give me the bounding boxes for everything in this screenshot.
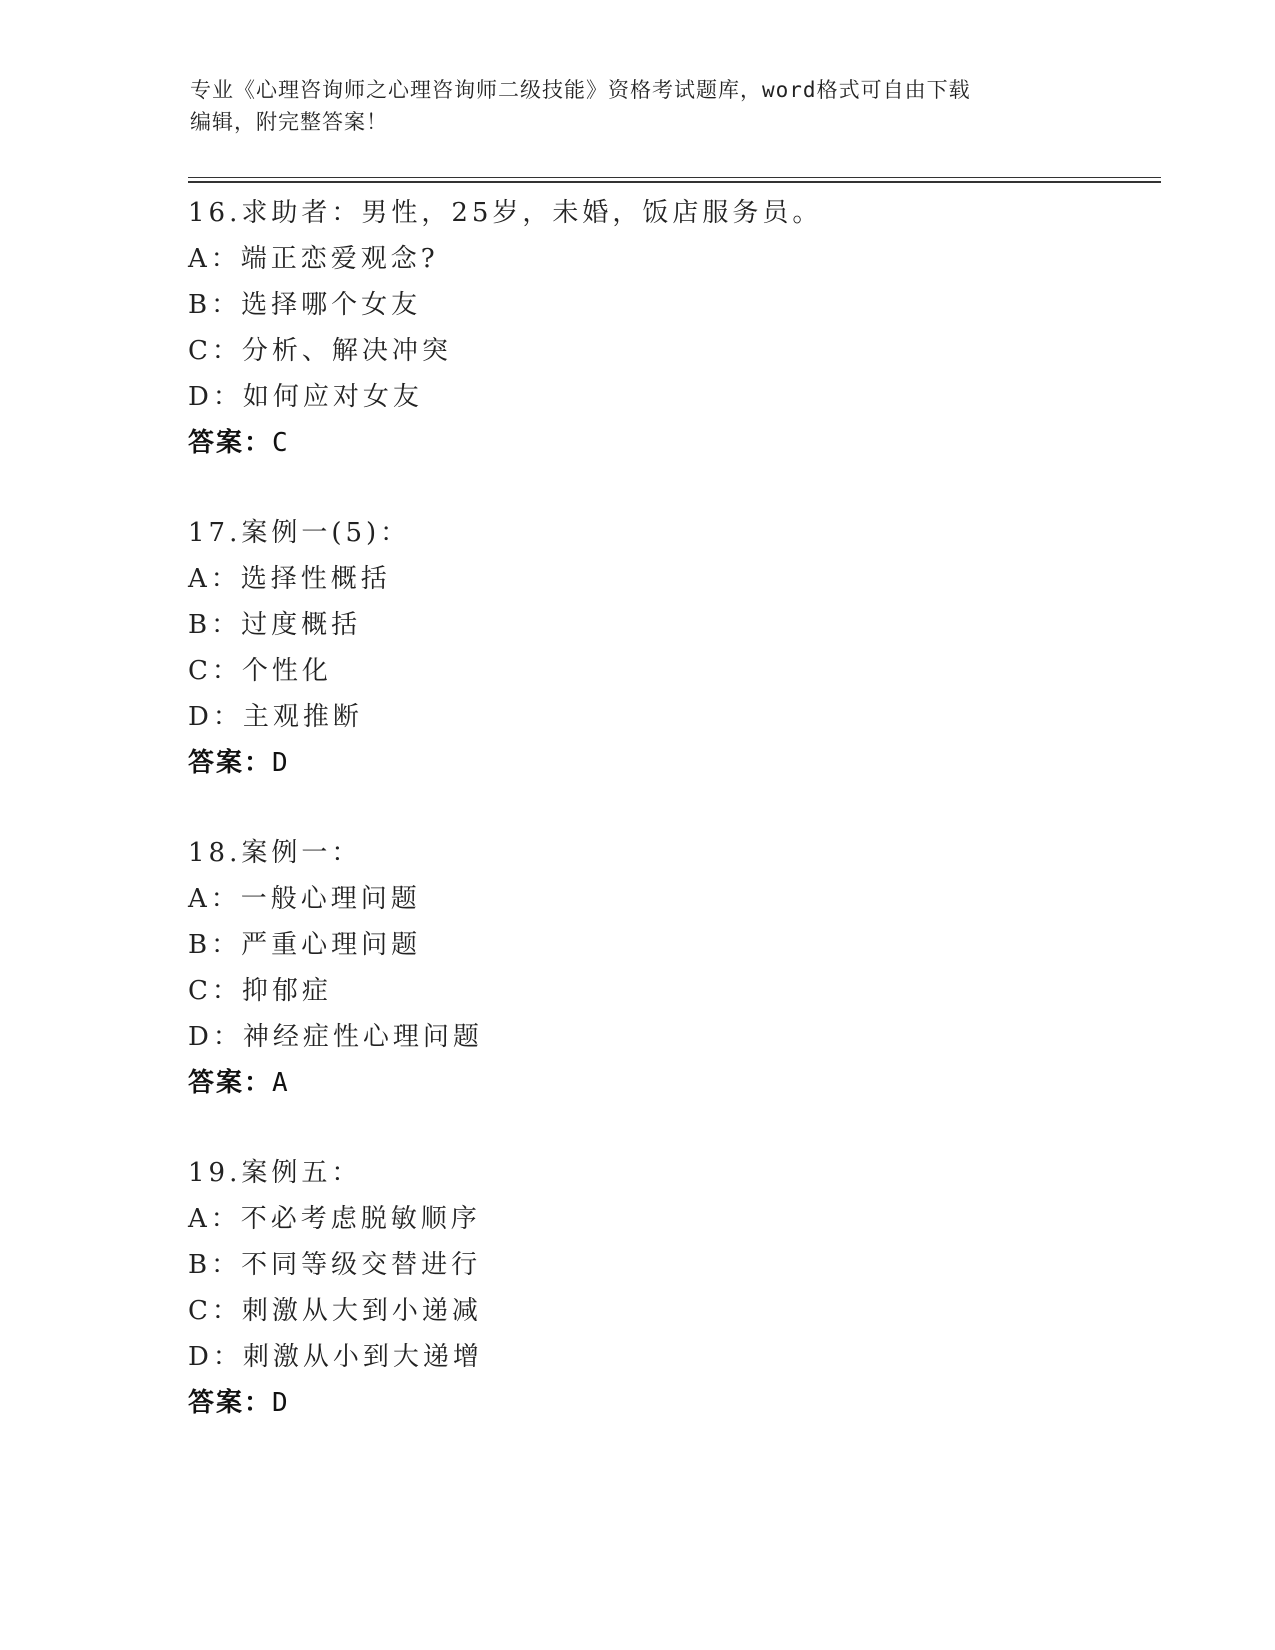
option-d: D：神经症性心理问题 xyxy=(188,1022,483,1052)
option-a: A：一般心理问题 xyxy=(188,884,421,914)
header-line-1: 专业《心理咨询师之心理咨询师二级技能》资格考试题库，word格式可自由下载 xyxy=(190,78,971,102)
header-divider-thick xyxy=(188,181,1161,183)
answer-label: 答案： xyxy=(188,1068,273,1098)
question-stem: 18.案例一： xyxy=(188,838,362,868)
option-c: C：个性化 xyxy=(188,656,332,686)
header-divider-thin xyxy=(188,177,1161,178)
question-list xyxy=(188,190,1148,1470)
option-b: B：过度概括 xyxy=(188,610,362,640)
question-stem: 17.案例一(5)： xyxy=(188,518,411,548)
question-18 xyxy=(188,830,1148,1106)
header-line-2: 编辑，附完整答案！ xyxy=(190,110,388,134)
answer-value: D xyxy=(272,748,290,778)
option-a: A：选择性概括 xyxy=(188,564,391,594)
option-c: C：抑郁症 xyxy=(188,976,332,1006)
answer-label: 答案： xyxy=(188,748,273,778)
document-header xyxy=(190,74,1090,138)
question-16 xyxy=(188,190,1148,466)
question-stem: 16.求助者：男性，25岁，未婚，饭店服务员。 xyxy=(188,198,823,228)
answer xyxy=(188,740,1148,786)
option-b: B：选择哪个女友 xyxy=(188,290,422,320)
option-b: B：不同等级交替进行 xyxy=(188,1250,482,1280)
answer xyxy=(188,420,1148,466)
answer-label: 答案： xyxy=(188,428,273,458)
option-d: D：主观推断 xyxy=(188,702,363,732)
option-b: B：严重心理问题 xyxy=(188,930,422,960)
answer-value: D xyxy=(272,1388,290,1418)
answer-value: A xyxy=(272,1068,290,1098)
answer-value: C xyxy=(272,428,290,458)
answer xyxy=(188,1380,1148,1426)
answer xyxy=(188,1060,1148,1106)
option-a: A：端正恋爱观念? xyxy=(188,244,439,274)
option-d: D：刺激从小到大递增 xyxy=(188,1342,483,1372)
question-stem: 19.案例五： xyxy=(188,1158,362,1188)
question-17 xyxy=(188,510,1148,786)
question-19 xyxy=(188,1150,1148,1426)
option-a: A：不必考虑脱敏顺序 xyxy=(188,1204,481,1234)
option-d: D：如何应对女友 xyxy=(188,382,423,412)
option-c: C：刺激从大到小递减 xyxy=(188,1296,482,1326)
option-c: C：分析、解决冲突 xyxy=(188,336,452,366)
answer-label: 答案： xyxy=(188,1388,273,1418)
